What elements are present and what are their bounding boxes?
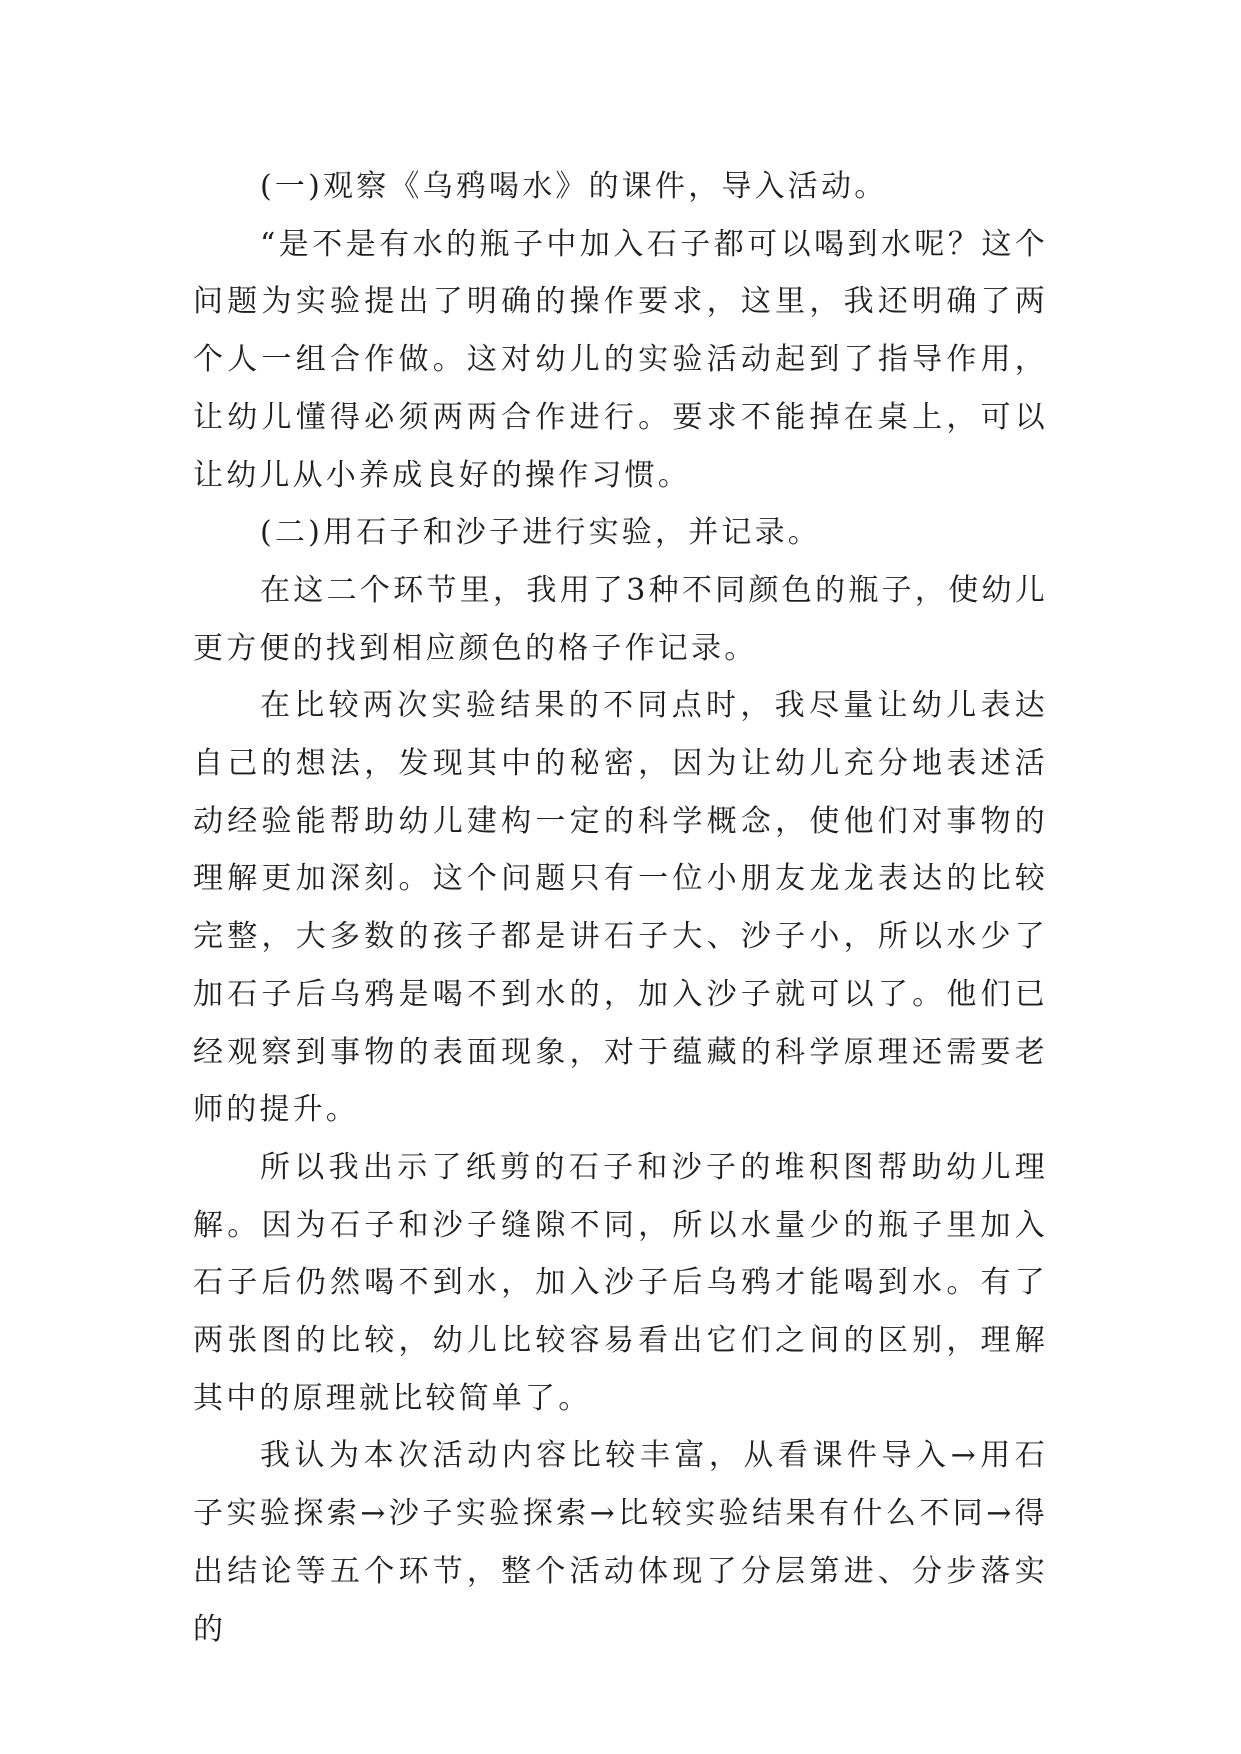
paragraph: 在这二个环节里，我用了3种不同颜色的瓶子，使幼儿更方便的找到相应颜色的格子作记录。 bbox=[193, 572, 1048, 666]
document-body bbox=[193, 158, 1048, 1658]
section-heading-2: (二)用石子和沙子进行实验，并记录。 bbox=[260, 515, 822, 551]
section-heading-1: (一)观察《乌鸦喝水》的课件，导入活动。 bbox=[260, 169, 888, 204]
paragraph: “是不是有水的瓶子中加入石子都可以喝到水呢？这个问题为实验提出了明确的操作要求，这里，我还明确了两个人一组合作做。这对幼儿的实验活动起到了指导作用，让幼儿懂得必须两两合作进行。要求不能掉在桌上，可以让幼儿从小养成良好的操作习惯。 bbox=[193, 226, 1048, 493]
paragraph: 我认为本次活动内容比较丰富，从看课件导入→用石子实验探索→沙子实验探索→比较实验结果有什么不同→得出结论等五个环节，整个活动体现了分层第进、分步落实的 bbox=[193, 1438, 1048, 1647]
paragraph: 在比较两次实验结果的不同点时，我尽量让幼儿表达自己的想法，发现其中的秘密，因为让幼儿充分地表述活动经验能帮助幼儿建构一定的科学概念，使他们对事物的理解更加深刻。这个问题只有一位小朋友龙龙表达的比较完整，大多数的孩子都是讲石子大、沙子小，所以水少了加石子后乌鸦是喝不到水的，加入沙子就可以了。他们已经观察到事物的表面现象，对于蕴藏的科学原理还需要老师的提升。 bbox=[193, 688, 1048, 1128]
paragraph: 所以我出示了纸剪的石子和沙子的堆积图帮助幼儿理解。因为石子和沙子缝隙不同，所以水量少的瓶子里加入石子后仍然喝不到水，加入沙子后乌鸦才能喝到水。有了两张图的比较，幼儿比较容易看出它们之间的区别，理解其中的原理就比较简单了。 bbox=[193, 1149, 1048, 1416]
